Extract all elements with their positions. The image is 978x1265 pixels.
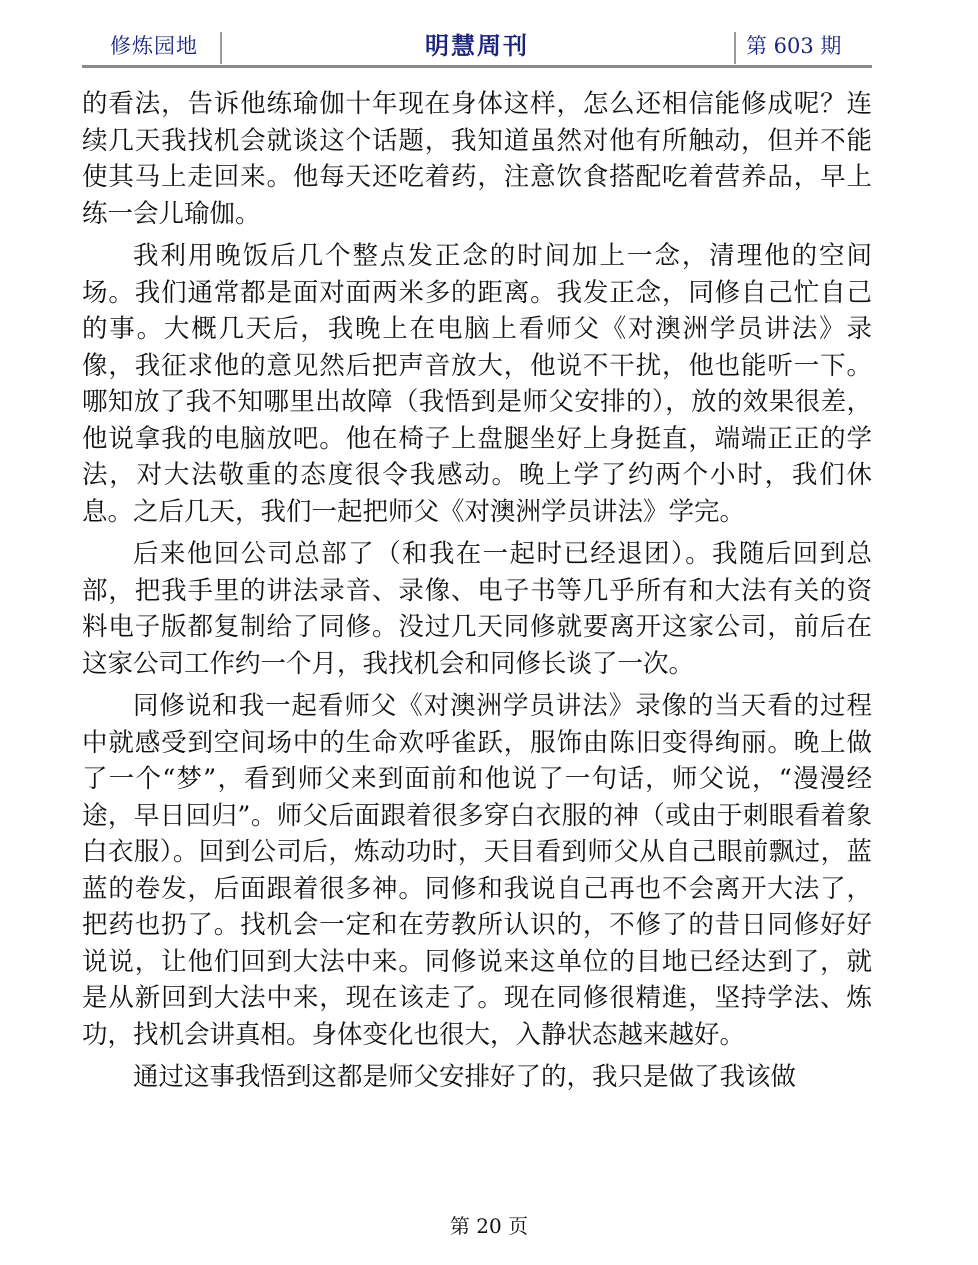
publication-title: 明慧周刊 bbox=[425, 32, 529, 60]
paragraph: 我利用晚饭后几个整点发正念的时间加上一念，清理他的空间场。我们通常都是面对面两米多的距离。我发正念，同修自己忙自己的事。大概几天后，我晚上在电脑上看师父《对澳洲学员讲法》录像，我征求他的意见然后把声音放大，他说不干扰，他也能听一下。哪知放了我不知哪里出故障（我悟到是师父安排的），放的效果很差，他说拿我的电脑放吧。他在椅子上盘腿坐好上身挺直，端端正正的学法，对大法敬重的态度很令我感动。晚上学了约两个小时，我们休息。之后几天，我们一起把师父《对澳洲学员讲法》学完。 bbox=[82, 241, 872, 527]
header-rule bbox=[82, 65, 872, 68]
page-header bbox=[82, 28, 872, 68]
page-number: 第 20 页 bbox=[449, 1214, 529, 1238]
issue-number: 第 603 期 bbox=[746, 34, 842, 58]
paragraph: 通过这事我悟到这都是师父安排好了的，我只是做了我该做 bbox=[133, 1062, 797, 1092]
paragraph-continued: 的看法，告诉他练瑜伽十年现在身体这样，怎么还相信能修成呢？连续几天我找机会就谈这个话题，我知道虽然对他有所触动，但并不能使其马上走回来。他每天还吃着药，注意饮食搭配吃着营养品，早上练一会儿瑜伽。 bbox=[82, 89, 872, 229]
header-divider-right bbox=[734, 32, 736, 64]
section-name: 修炼园地 bbox=[110, 34, 198, 58]
article-body bbox=[82, 86, 872, 1102]
paragraph: 后来他回公司总部了（和我在一起时已经退团）。我随后回到总部，把我手里的讲法录音、录像、电子书等几乎所有和大法有关的资料电子版都复制给了同修。没过几天同修就要离开这家公司，前后在这家公司工作约一个月，我找机会和同修长谈了一次。 bbox=[82, 539, 872, 679]
paragraph: 同修说和我一起看师父《对澳洲学员讲法》录像的当天看的过程中就感受到空间场中的生命欢呼雀跃，服饰由陈旧变得绚丽。晚上做了一个“梦”，看到师父来到面前和他说了一句话，师父说，“漫漫经途，早日回归”。师父后面跟着很多穿白衣服的神（或由于刺眼看着象白衣服）。回到公司后，炼动功时，天目看到师父从自己眼前飘过，蓝蓝的卷发，后面跟着很多神。同修和我说自己再也不会离开大法了，把药也扔了。找机会一定和在劳教所认识的，不修了的昔日同修好好说说，让他们回到大法中来。同修说来这单位的目地已经达到了，就是从新回到大法中来，现在该走了。现在同修很精進，坚持学法、炼功，找机会讲真相。身体变化也很大，入静状态越来越好。 bbox=[82, 691, 872, 1050]
